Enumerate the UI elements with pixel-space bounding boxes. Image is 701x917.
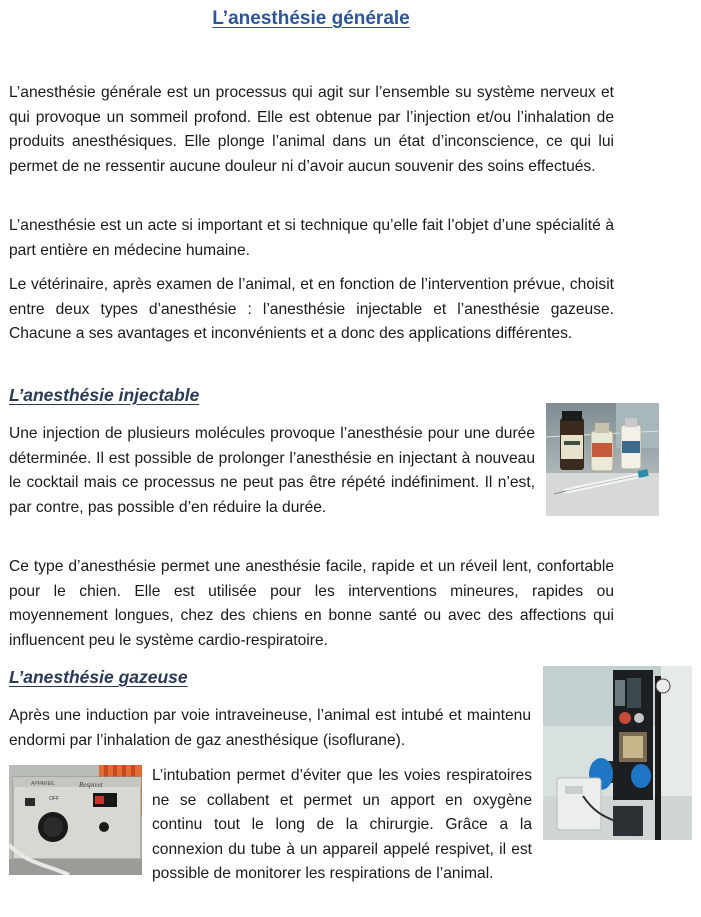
intro-paragraph-3: Le vétérinaire, après examen de l’animal, et en fonction de l’intervention prévue, choisit entre deux types d’anesthésie : l’anesthésie injectable et l’anesthésie gazeuse. Chacune a ses avantages et inconvénients et a donc des applications différentes. (9, 276, 614, 343)
gazeuse-paragraph-2-wrapped: L’intubation permet d’éviter que les voies respiratoires ne se collabent et permet un apport en oxygène continu tout le long de la chirurgie. Grâce a la connexion du tube à un appareil appelé respivet, il est (152, 767, 532, 858)
section-heading-injectable: L’anesthésie injectable (9, 385, 200, 405)
respivet-brand-label: Respivet (79, 781, 103, 789)
respivet-monitor-photo (9, 765, 142, 875)
svg-text:APPAREIL: APPAREIL (31, 781, 56, 787)
intro-paragraph-1: L’anesthésie générale est un processus qui agit sur l’ensemble su système nerveux et qui provoque un sommeil profond. Elle est obtenue par l’injection et/ou l’inhalation de produits anesthésiques. Elle plonge l’animal dans un état d’inconscience, ce qui lui permet de ne ressentir aucune douleur ni d’avoir aucun souvenir des soins effectués. (9, 84, 614, 175)
injectable-paragraph-1: Une injection de plusieurs molécules provoque l’anesthésie pour une durée déterminée. Il est possible de prolonger l’anesthésie en injectant à nouveau le cocktail mais ce processus ne peut pas être répété indéfiniment. Il n’est, par contre, pas possible d’en réduire la durée. (9, 425, 535, 516)
gazeuse-paragraph-2-continued (9, 862, 614, 912)
page-title: L’anesthésie générale (212, 8, 410, 29)
section-heading-gazeuse: L’anesthésie gazeuse (9, 667, 188, 687)
vials-syringe-photo (546, 403, 659, 516)
injectable-paragraph-2: Ce type d’anesthésie permet une anesthésie facile, rapide et un réveil lent, confortable pour le chien. Elle est utilisée pour les interventions mineures, rapides ou moyennement longues, chez des chiens en bonne santé ou avec des affections qui influencent peu le système cardio-respiratoire. (9, 558, 614, 649)
gazeuse-paragraph-2-remainder: possible de monitorer les respirations de l’animal. (152, 865, 494, 882)
intro-paragraph-2: L’anesthésie est un acte si important et si technique qu’elle fait l’objet d’une spécialité à part entière en médecine humaine. (9, 217, 614, 259)
anesthesia-machine-photo (543, 666, 692, 840)
gazeuse-paragraph-1: Après une induction par voie intraveineuse, l’animal est intubé et maintenu endormi par l’inhalation de gaz anesthésique (isoflurane). (9, 707, 531, 749)
respivet-off-label: OFF (49, 796, 59, 802)
